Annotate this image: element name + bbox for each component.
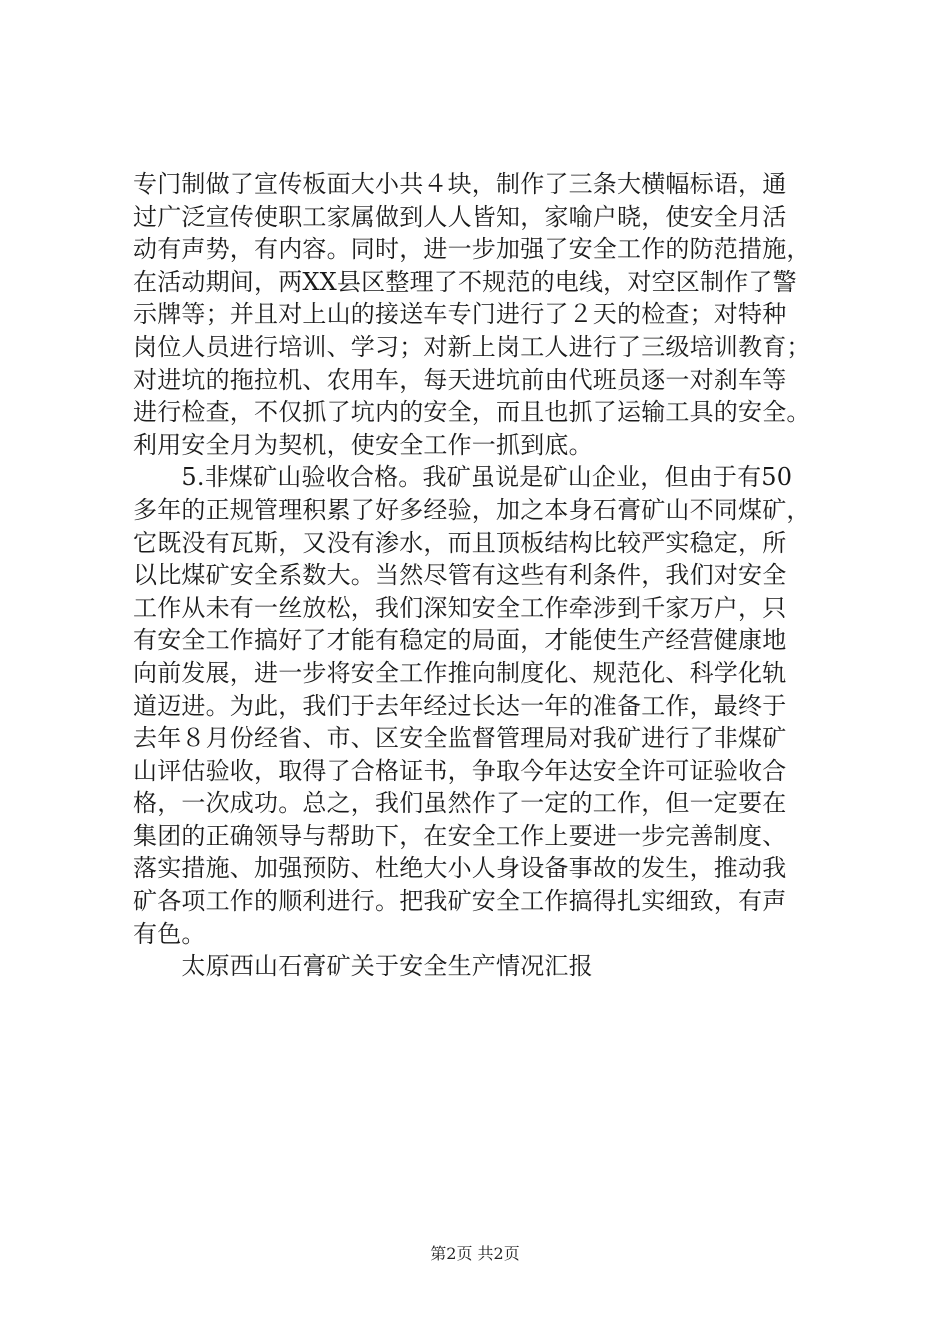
text-line: 对进坑的拖拉机、农用车，每天进坑前由代班员逐一对刹车等	[133, 365, 787, 394]
text-line: 格，一次成功。总之，我们虽然作了一定的工作，但一定要在	[133, 789, 787, 818]
document-title-line: 太原西山石膏矿关于安全生产情况汇报	[133, 952, 593, 981]
page-footer	[0, 1244, 950, 1264]
text-line: 示牌等；并且对上山的接送车专门进行了２天的检查；对特种	[133, 300, 787, 329]
text-line: 山评估验收，取得了合格证书，争取今年达安全许可证验收合	[133, 756, 787, 785]
text-line: 动有声势，有内容。同时，进一步加强了安全工作的防范措施，	[133, 235, 811, 264]
text-line: 多年的正规管理积累了好多经验，加之本身石膏矿山不同煤矿，	[133, 495, 811, 524]
text-line: 在活动期间，两XX县区整理了不规范的电线，对空区制作了警	[133, 267, 797, 296]
page-number-label: 第2页 共2页	[430, 1244, 520, 1263]
text-line: 专门制做了宣传板面大小共４块，制作了三条大横幅标语，通	[133, 170, 787, 198]
text-line: 5.非煤矿山验收合格。我矿虽说是矿山企业，但由于有50	[133, 463, 793, 492]
text-line: 有安全工作搞好了才能有稳定的局面，才能使生产经营健康地	[133, 626, 787, 655]
text-line: 矿各项工作的顺利进行。把我矿安全工作搞得扎实细致，有声	[133, 887, 787, 916]
text-line: 过广泛宣传使职工家属做到人人皆知，家喻户晓，使安全月活	[133, 202, 787, 231]
text-line: 以比煤矿安全系数大。当然尽管有这些有利条件，我们对安全	[133, 561, 787, 590]
text-line: 工作从未有一丝放松，我们深知安全工作牵涉到千家万户，只	[133, 593, 787, 622]
text-line: 岗位人员进行培训、学习；对新上岗工人进行了三级培训教育；	[133, 332, 811, 361]
text-line: 利用安全月为契机，使安全工作一抓到底。	[133, 430, 593, 459]
text-line: 去年８月份经省、市、区安全监督管理局对我矿进行了非煤矿	[133, 724, 787, 753]
text-line: 它既没有瓦斯，又没有渗水，而且顶板结构比较严实稳定，所	[133, 528, 787, 557]
text-line: 道迈进。为此，我们于去年经过长达一年的准备工作，最终于	[133, 691, 787, 720]
text-line: 集团的正确领导与帮助下，在安全工作上要进一步完善制度、	[133, 821, 787, 850]
text-line: 向前发展，进一步将安全工作推向制度化、规范化、科学化轨	[133, 658, 787, 687]
text-line: 有色。	[133, 919, 206, 948]
text-line: 落实措施、加强预防、杜绝大小人身设备事故的发生，推动我	[133, 854, 787, 883]
text-line: 进行检查，不仅抓了坑内的安全，而且也抓了运输工具的安全。	[133, 398, 811, 427]
body-text	[133, 168, 833, 983]
